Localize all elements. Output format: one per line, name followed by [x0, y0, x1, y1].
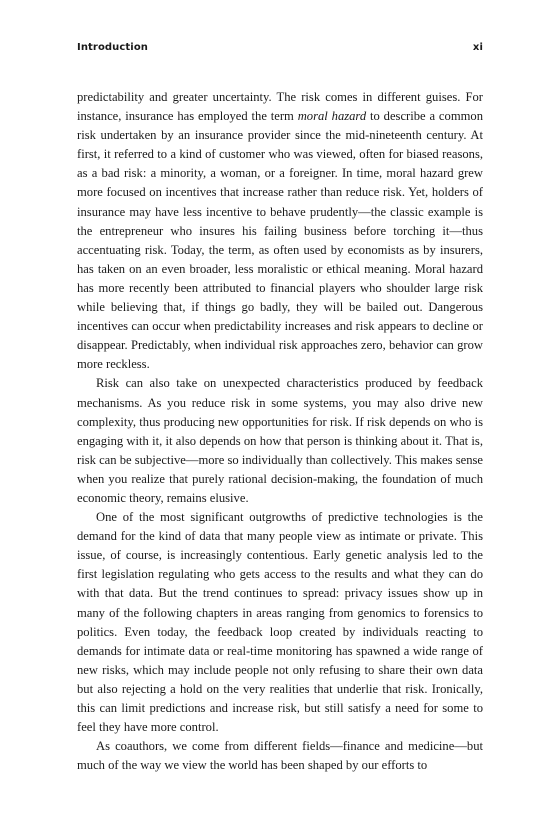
page-number: xi — [472, 42, 483, 53]
running-head — [77, 42, 483, 53]
running-head-section-title: Introduction — [77, 42, 149, 53]
paragraph-1-text-a: predictability and greater uncertainty. The risk comes in different guises. For instance, insurance has employed the term — [77, 90, 483, 124]
paragraph-1-text-b: to describe a common risk undertaken by an insurance provider since the mid-nineteenth century. At first, it referred to a kind of customer who was viewed, often for biased reasons, as a bad risk: a minority, a woman, or a foreigner. In time, moral hazard grew more focused on incentives that increase rather than reduce risk. Yet, holders of insurance may have less incentive to behave prudently—the classic example is the entrepreneur who insures his failing business before torching it—thus accentuating risk. Today, the term, as often used by economists as by insurers, has taken on an even broader, less moralistic or ethical meaning. Moral hazard has more recently been attributed to financial players who shoulder large risk while believing that, if things go badly, they will be bailed out. Dangerous incentives can occur when predictability increases and risk appears to decline or disappear. Predictably, when individual risk approaches zero, behavior can grow more reckless. — [77, 109, 483, 372]
italic-term-moral-hazard: moral hazard — [297, 109, 367, 124]
paragraph-2: Risk can also take on unexpected characteristics produced by feedback mechanisms. As you reduce risk in some systems, you may also drive new complexity, thus producing new opportunities for risk. If risk depends on who is engaging with it, it also depends on how that person is thinking about it. That is, risk can be subjective—more so individually than collectively. This makes sense when you realize that purely rational decision-making, the foundation of much economic theory, remains elusive. — [77, 376, 483, 505]
paragraph-3: One of the most significant outgrowths of predictive technologies is the demand for the kind of data that many people view as intimate or private. This issue, of course, is increasingly contentious. Early genetic analysis led to the first legislation regulating who gets access to the results and what they can do with that data. But the trend continues to spread: privacy issues show up in many of the following chapters in areas ranging from genomics to forensics to politics. Even today, the feedback loop created by individuals reacting to demands for intimate data or real-time monitoring has spawned a wide range of new risks, which may include people not only refusing to share their own data but also rejecting a hold on the very realities that underlie that risk. Ironically, this can limit predictions and increase risk, but still satisfy a need for some to feel they have more control. — [77, 510, 483, 735]
body-text — [77, 88, 483, 775]
paragraph-4: As coauthors, we come from different fields—finance and medicine—but much of the way we view the world has been shaped by our efforts to — [77, 739, 483, 773]
paragraph-1 — [77, 88, 483, 374]
